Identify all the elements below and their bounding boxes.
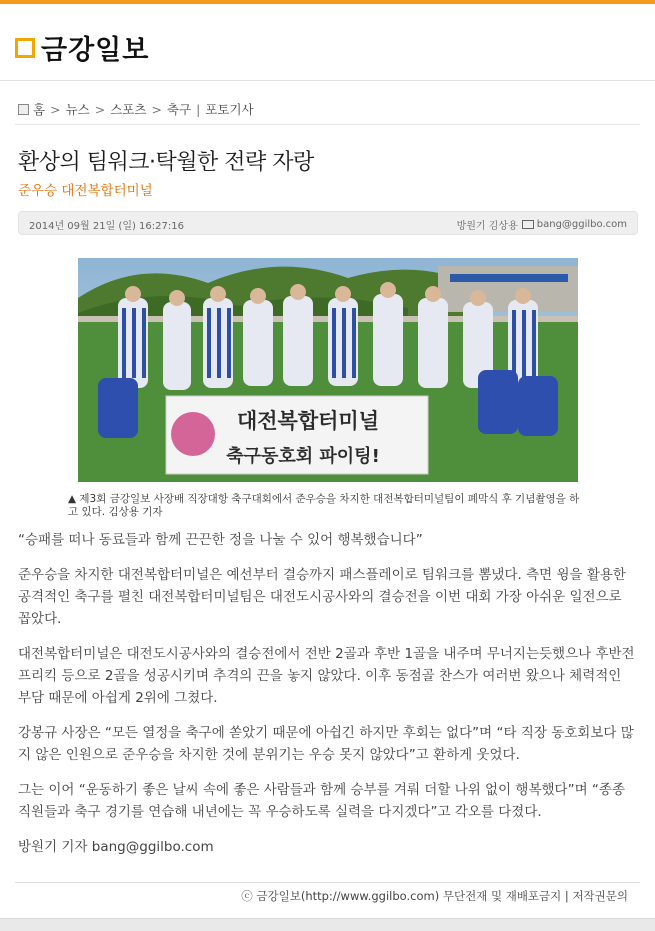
breadcrumb-separator: | [196,101,201,117]
breadcrumb [18,100,254,118]
breadcrumb-section[interactable]: 포토기사 [205,102,254,117]
banner-line1: 대전복합터미널 [236,409,380,433]
article-title: 환상의 팀워크·탁월한 전략 자랑 [18,150,314,175]
article-meta-bar [18,211,638,235]
breadcrumb-home[interactable]: 홈 [33,102,46,117]
site-header [0,4,655,81]
breadcrumb-news[interactable]: 뉴스 [65,102,90,117]
article-paragraph: 준우승을 차지한 대전복합터미널은 예선부터 결승까지 패스플레이로 팀워크를 뽐냈다. 측면 윙을 활용한 공격적인 축구를 펼친 대전복합터미널팀은 대전도시공사와의 결승전을 이번 대회 가장 아쉬운 일전으로 꼽았다. [18,567,626,627]
banner-line2: 축구동호회 파이팅! [226,446,380,467]
home-icon [18,104,29,115]
article-subtitle: 준우승 대전복합터미널 [18,183,153,199]
copyright-footer: ⓒ 금강일보(http://www.ggilbo.com) 무단전재 및 재배포금지 | 저작권문의 [241,889,628,903]
article-paragraph: 대전복합터미널은 대전도시공사와의 결승전에서 전반 2골과 후반 1골을 내주며 무너지는듯했으나 후반전 프리킥 등으로 2골을 성공시키며 추격의 끈을 놓지 않았다. 이후 동점골 찬스가 여러번 왔으나 체력적인 부담 때문에 아쉽게 2위에 그쳤다. [18,646,635,706]
article-paragraph: 그는 이어 “운동하기 좋은 날씨 속에 좋은 사람들과 함께 승부를 겨뤄 더할 나위 없이 행복했다”며 “종종 직원들과 축구 경기를 연습해 내년에는 꼭 우승하도록 실력을 다지겠다”고 각오를 다졌다. [18,782,625,820]
breadcrumb-separator: > [151,101,162,117]
logo-square-icon [15,38,35,58]
footer-divider [15,882,640,883]
article-photo [78,258,578,482]
article-body [18,529,638,836]
team-photo-illustration [78,258,578,482]
article-author-info [457,217,627,232]
breadcrumb-separator: > [50,101,61,117]
site-logo[interactable] [15,28,149,67]
breadcrumb-divider [15,124,640,125]
article-byline: 방원기 기자 bang@ggilbo.com [18,839,214,855]
breadcrumb-separator: > [94,101,106,117]
article-paragraph: “승패를 떠나 동료들과 함께 끈끈한 정을 나눌 수 있어 행복했습니다” [18,532,423,548]
article-author: 방원기 김상용 [456,221,518,232]
article-email[interactable]: bang@ggilbo.com [536,219,627,230]
mail-icon [522,220,534,229]
article-paragraph: 강봉규 사장은 “모든 열정을 축구에 쏟았기 때문에 아쉽긴 하지만 후회는 없다”며 “타 직장 동호회보다 많지 않은 인원으로 준우승을 차지한 것에 분위기는 우승 못지 않았다”고 환하게 웃었다. [18,725,634,763]
breadcrumb-sports[interactable]: 스포츠 [110,102,147,117]
photo-caption: ▲ 제3회 금강일보 사장배 직장대항 축구대회에서 준우승을 차지한 대전복합터미널팀이 폐막식 후 기념촬영을 하고 있다. 김상용 기자 [68,493,580,518]
logo-text: 금강일보 [41,35,150,66]
breadcrumb-soccer[interactable]: 축구 [166,102,192,117]
bottom-band [0,918,655,931]
article-date: 2014년 09월 21일 (일) 16:27:16 [29,221,184,232]
